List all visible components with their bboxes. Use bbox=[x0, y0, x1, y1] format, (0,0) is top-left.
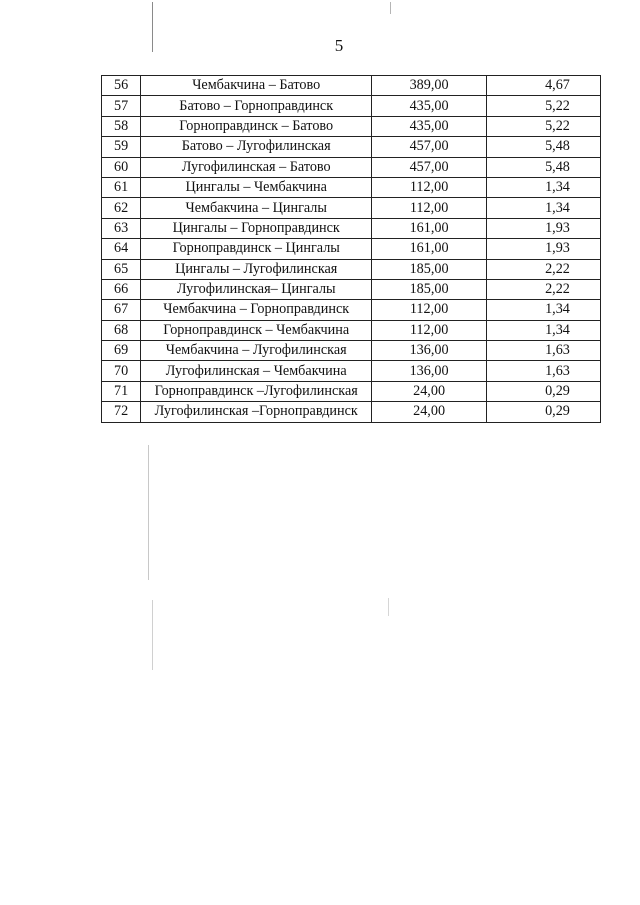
row-number-cell: 68 bbox=[102, 320, 141, 340]
row-number-cell: 71 bbox=[102, 381, 141, 401]
scan-artifact-line bbox=[390, 2, 391, 14]
value-cell bbox=[486, 402, 600, 422]
value-text: 1,63 bbox=[545, 362, 570, 379]
value-text: 1,63 bbox=[545, 342, 570, 359]
table-row bbox=[102, 239, 601, 259]
value-cell bbox=[486, 381, 600, 401]
value-cell bbox=[486, 137, 600, 157]
distance-cell: 435,00 bbox=[372, 96, 487, 116]
row-number-cell: 66 bbox=[102, 279, 141, 299]
distance-cell: 112,00 bbox=[372, 177, 487, 197]
scan-artifact-line bbox=[388, 598, 389, 616]
distance-cell: 112,00 bbox=[372, 300, 487, 320]
row-number-cell: 70 bbox=[102, 361, 141, 381]
value-text: 2,22 bbox=[545, 281, 570, 298]
row-number-cell: 64 bbox=[102, 239, 141, 259]
page-number: 5 bbox=[334, 36, 344, 55]
route-cell: Горноправдинск – Цингалы bbox=[141, 239, 372, 259]
value-text: 0,29 bbox=[545, 383, 570, 400]
table-row bbox=[102, 157, 601, 177]
row-number-cell: 63 bbox=[102, 218, 141, 238]
value-cell bbox=[486, 259, 600, 279]
distance-cell: 24,00 bbox=[372, 402, 487, 422]
row-number-cell: 60 bbox=[102, 157, 141, 177]
route-cell: Горноправдинск – Чембакчина bbox=[141, 320, 372, 340]
distance-cell: 185,00 bbox=[372, 259, 487, 279]
table-row bbox=[102, 320, 601, 340]
row-number-cell: 67 bbox=[102, 300, 141, 320]
distance-cell: 457,00 bbox=[372, 157, 487, 177]
row-number-cell: 57 bbox=[102, 96, 141, 116]
scan-artifact-line bbox=[148, 445, 149, 580]
table-row bbox=[102, 361, 601, 381]
value-text: 5,48 bbox=[545, 138, 570, 155]
distance-cell: 161,00 bbox=[372, 218, 487, 238]
value-text: 1,93 bbox=[545, 219, 570, 236]
value-text: 5,22 bbox=[545, 117, 570, 134]
row-number-cell: 59 bbox=[102, 137, 141, 157]
route-cell: Горноправдинск –Лугофилинская bbox=[141, 381, 372, 401]
row-number-cell: 69 bbox=[102, 341, 141, 361]
value-text: 1,34 bbox=[545, 179, 570, 196]
routes-table bbox=[101, 75, 601, 423]
distance-cell: 112,00 bbox=[372, 320, 487, 340]
distance-cell: 435,00 bbox=[372, 116, 487, 136]
route-cell: Горноправдинск – Батово bbox=[141, 116, 372, 136]
value-cell bbox=[486, 177, 600, 197]
route-cell: Лугофилинская– Цингалы bbox=[141, 279, 372, 299]
row-number-cell: 56 bbox=[102, 76, 141, 96]
value-cell bbox=[486, 341, 600, 361]
scan-artifact-line bbox=[152, 600, 153, 670]
route-cell: Цингалы – Чембакчина bbox=[141, 177, 372, 197]
value-cell bbox=[486, 76, 600, 96]
route-cell: Чембакчина – Батово bbox=[141, 76, 372, 96]
table-row bbox=[102, 76, 601, 96]
value-text: 1,34 bbox=[545, 321, 570, 338]
route-cell: Батово – Лугофилинская bbox=[141, 137, 372, 157]
table-row bbox=[102, 300, 601, 320]
distance-cell: 161,00 bbox=[372, 239, 487, 259]
table-row bbox=[102, 96, 601, 116]
table-row bbox=[102, 137, 601, 157]
row-number-cell: 65 bbox=[102, 259, 141, 279]
route-cell: Батово – Горноправдинск bbox=[141, 96, 372, 116]
table-row bbox=[102, 381, 601, 401]
value-text: 1,34 bbox=[545, 301, 570, 318]
value-text: 2,22 bbox=[545, 260, 570, 277]
value-text: 5,22 bbox=[545, 97, 570, 114]
table-row bbox=[102, 259, 601, 279]
row-number-cell: 72 bbox=[102, 402, 141, 422]
row-number-cell: 61 bbox=[102, 177, 141, 197]
table-row bbox=[102, 198, 601, 218]
value-text: 1,93 bbox=[545, 240, 570, 257]
route-cell: Чембакчина – Горноправдинск bbox=[141, 300, 372, 320]
route-cell: Лугофилинская –Горноправдинск bbox=[141, 402, 372, 422]
route-cell: Цингалы – Лугофилинская bbox=[141, 259, 372, 279]
route-cell: Чембакчина – Цингалы bbox=[141, 198, 372, 218]
value-text: 1,34 bbox=[545, 199, 570, 216]
table-row bbox=[102, 402, 601, 422]
distance-cell: 457,00 bbox=[372, 137, 487, 157]
table-row bbox=[102, 341, 601, 361]
distance-cell: 112,00 bbox=[372, 198, 487, 218]
routes-table-body bbox=[102, 76, 601, 423]
value-cell bbox=[486, 218, 600, 238]
value-cell bbox=[486, 320, 600, 340]
value-cell bbox=[486, 116, 600, 136]
row-number-cell: 62 bbox=[102, 198, 141, 218]
value-cell bbox=[486, 279, 600, 299]
table-row bbox=[102, 177, 601, 197]
route-cell: Чембакчина – Лугофилинская bbox=[141, 341, 372, 361]
value-cell bbox=[486, 96, 600, 116]
value-cell bbox=[486, 300, 600, 320]
value-cell bbox=[486, 198, 600, 218]
row-number-cell: 58 bbox=[102, 116, 141, 136]
distance-cell: 24,00 bbox=[372, 381, 487, 401]
value-cell bbox=[486, 157, 600, 177]
value-text: 4,67 bbox=[545, 77, 570, 94]
table-row bbox=[102, 116, 601, 136]
value-cell bbox=[486, 239, 600, 259]
value-text: 0,29 bbox=[545, 403, 570, 420]
route-cell: Цингалы – Горноправдинск bbox=[141, 218, 372, 238]
value-text: 5,48 bbox=[545, 158, 570, 175]
distance-cell: 136,00 bbox=[372, 361, 487, 381]
route-cell: Лугофилинская – Батово bbox=[141, 157, 372, 177]
table-row bbox=[102, 218, 601, 238]
distance-cell: 136,00 bbox=[372, 341, 487, 361]
distance-cell: 185,00 bbox=[372, 279, 487, 299]
distance-cell: 389,00 bbox=[372, 76, 487, 96]
table-row bbox=[102, 279, 601, 299]
route-cell: Лугофилинская – Чембакчина bbox=[141, 361, 372, 381]
value-cell bbox=[486, 361, 600, 381]
